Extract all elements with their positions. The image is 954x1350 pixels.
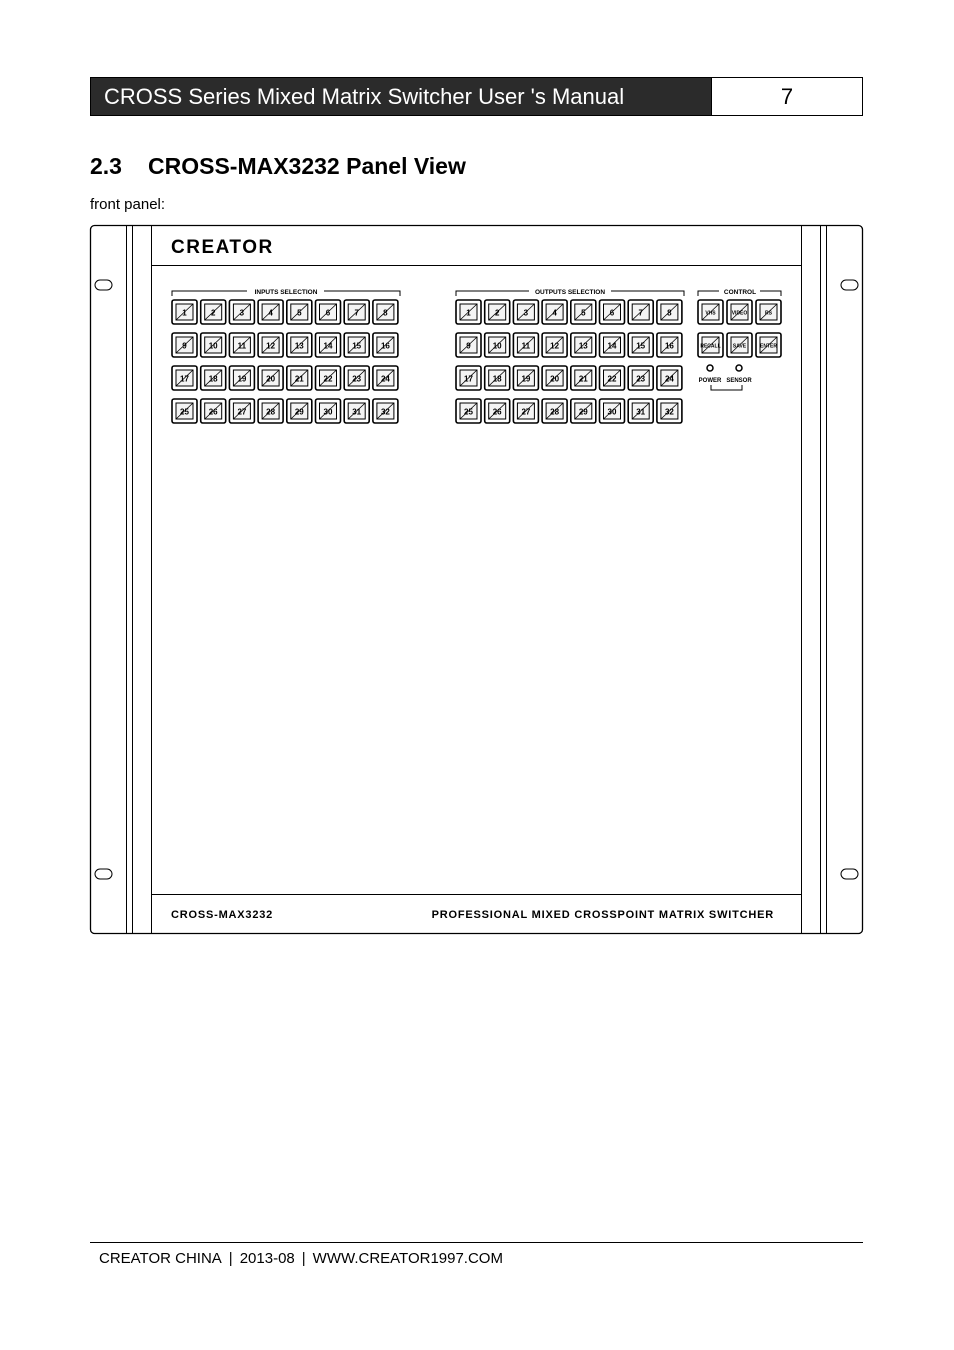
control-button-rs-label: RS: [765, 310, 772, 317]
input-button-8-label: 8: [383, 308, 388, 318]
output-button-13-label: 13: [578, 341, 588, 351]
input-button-24[interactable]: [373, 366, 398, 390]
input-button-21-label: 21: [294, 374, 304, 384]
footer-website: WWW.CREATOR1997.COM: [312, 1250, 503, 1267]
input-button-7[interactable]: [344, 300, 369, 324]
brand-logo-text: CREATOR: [171, 237, 274, 258]
panel-outer-frame: [91, 226, 863, 934]
output-button-12-label: 12: [550, 341, 560, 351]
input-button-32-label: 32: [380, 407, 390, 417]
input-button-16[interactable]: [373, 333, 398, 357]
figure-caption: front panel:: [90, 196, 166, 213]
input-button-29[interactable]: [287, 399, 312, 423]
output-button-32[interactable]: [657, 399, 682, 423]
input-button-23[interactable]: [344, 366, 369, 390]
output-button-9[interactable]: [456, 333, 481, 357]
input-button-5-label: 5: [297, 308, 302, 318]
input-button-5[interactable]: [287, 300, 312, 324]
output-button-15-label: 15: [636, 341, 646, 351]
control-button-save[interactable]: [727, 333, 752, 357]
control-button-enter-label: ENTER: [760, 343, 777, 350]
input-button-21[interactable]: [287, 366, 312, 390]
output-button-25-label: 25: [464, 407, 473, 417]
input-button-10-label: 10: [208, 341, 218, 351]
output-button-21[interactable]: [571, 366, 596, 390]
output-button-23[interactable]: [628, 366, 653, 390]
page-header: [90, 77, 863, 116]
output-button-1[interactable]: [456, 300, 481, 324]
output-button-20[interactable]: [542, 366, 567, 390]
output-button-28-label: 28: [550, 407, 560, 417]
footer-divider: [90, 1242, 863, 1243]
output-button-29-label: 29: [578, 407, 588, 417]
input-button-1-label: 1: [182, 308, 187, 318]
input-button-4[interactable]: [258, 300, 283, 324]
output-button-31-label: 31: [636, 407, 646, 417]
output-button-8[interactable]: [657, 300, 682, 324]
output-button-22[interactable]: [600, 366, 625, 390]
section-number: 2.3: [90, 153, 122, 179]
input-button-23-label: 23: [352, 374, 362, 384]
input-button-25[interactable]: [172, 399, 197, 423]
input-button-22-label: 22: [323, 374, 333, 384]
output-button-28[interactable]: [542, 399, 567, 423]
input-button-1[interactable]: [172, 300, 197, 324]
output-button-31[interactable]: [628, 399, 653, 423]
model-name: CROSS-MAX3232: [171, 909, 274, 921]
output-button-3-label: 3: [523, 308, 529, 318]
sensor-indicator-label: SENSOR: [726, 378, 752, 384]
control-button-recall-label: RECALL: [700, 343, 721, 350]
output-button-12[interactable]: [542, 333, 567, 357]
input-button-22[interactable]: [316, 366, 341, 390]
input-button-15-label: 15: [352, 341, 362, 351]
output-button-30[interactable]: [600, 399, 625, 423]
output-button-16[interactable]: [657, 333, 682, 357]
input-button-4-label: 4: [268, 308, 273, 318]
output-button-7-label: 7: [638, 308, 643, 318]
manual-title: CROSS Series Mixed Matrix Switcher User 's Manual: [91, 78, 711, 115]
input-button-6[interactable]: [316, 300, 341, 324]
output-button-27-label: 27: [521, 407, 531, 417]
input-button-2-label: 2: [210, 308, 216, 318]
control-button-save-label: SAVE: [732, 343, 747, 350]
output-button-4[interactable]: [542, 300, 567, 324]
output-button-5-label: 5: [581, 308, 586, 318]
input-button-3-label: 3: [239, 308, 245, 318]
output-button-10-label: 10: [492, 341, 502, 351]
output-button-9-label: 9: [466, 341, 471, 351]
output-button-5[interactable]: [571, 300, 596, 324]
control-button-rs[interactable]: [756, 300, 781, 324]
input-button-9[interactable]: [172, 333, 197, 357]
control-button-enter[interactable]: [756, 333, 781, 357]
page-footer: [99, 1250, 503, 1267]
power-indicator-label: POWER: [698, 378, 722, 384]
control-button-video-label: VIDEO: [731, 310, 748, 317]
input-button-6-label: 6: [325, 308, 331, 318]
output-button-16-label: 16: [664, 341, 674, 351]
output-button-15[interactable]: [628, 333, 653, 357]
output-button-32-label: 32: [664, 407, 674, 417]
input-button-31[interactable]: [344, 399, 369, 423]
input-button-18[interactable]: [201, 366, 226, 390]
output-button-29[interactable]: [571, 399, 596, 423]
input-button-26-label: 26: [208, 407, 218, 417]
output-button-24[interactable]: [657, 366, 682, 390]
output-button-26-label: 26: [492, 407, 502, 417]
input-button-11[interactable]: [229, 333, 254, 357]
output-button-22-label: 22: [607, 374, 617, 384]
control-label: CONTROL: [723, 289, 757, 296]
output-button-18[interactable]: [485, 366, 510, 390]
input-button-27[interactable]: [229, 399, 254, 423]
output-button-25[interactable]: [456, 399, 481, 423]
input-button-20[interactable]: [258, 366, 283, 390]
output-button-6[interactable]: [600, 300, 625, 324]
input-button-31-label: 31: [352, 407, 362, 417]
output-button-18-label: 18: [492, 374, 502, 384]
input-button-12[interactable]: [258, 333, 283, 357]
footer-date: 2013-08: [239, 1250, 295, 1267]
output-button-7[interactable]: [628, 300, 653, 324]
inputs-selection-label: INPUTS SELECTION: [254, 289, 318, 296]
input-button-29-label: 29: [294, 407, 304, 417]
output-button-10[interactable]: [485, 333, 510, 357]
page-number: 7: [711, 78, 862, 115]
input-button-12-label: 12: [266, 341, 276, 351]
footer-company: CREATOR CHINA: [99, 1250, 222, 1267]
output-button-2[interactable]: [485, 300, 510, 324]
input-button-27-label: 27: [237, 407, 247, 417]
output-button-20-label: 20: [550, 374, 560, 384]
output-button-24-label: 24: [664, 374, 674, 384]
output-button-14-label: 14: [607, 341, 617, 351]
output-button-8-label: 8: [667, 308, 672, 318]
input-button-11-label: 11: [237, 341, 247, 351]
input-button-18-label: 18: [208, 374, 218, 384]
input-button-19[interactable]: [229, 366, 254, 390]
input-button-25-label: 25: [180, 407, 189, 417]
output-button-6-label: 6: [609, 308, 615, 318]
input-button-26[interactable]: [201, 399, 226, 423]
output-button-14[interactable]: [600, 333, 625, 357]
output-button-17[interactable]: [456, 366, 481, 390]
output-button-23-label: 23: [636, 374, 646, 384]
section-heading: [90, 153, 466, 180]
input-button-15[interactable]: [344, 333, 369, 357]
input-button-17-label: 17: [180, 374, 189, 384]
input-button-9-label: 9: [182, 341, 187, 351]
input-button-17[interactable]: [172, 366, 197, 390]
input-button-28-label: 28: [266, 407, 276, 417]
input-button-16-label: 16: [380, 341, 390, 351]
output-button-19[interactable]: [513, 366, 538, 390]
input-button-7-label: 7: [354, 308, 359, 318]
input-button-30-label: 30: [323, 407, 333, 417]
output-button-11-label: 11: [521, 341, 531, 351]
control-button-video[interactable]: [727, 300, 752, 324]
input-button-20-label: 20: [266, 374, 276, 384]
outputs-selection-label: OUTPUTS SELECTION: [534, 289, 606, 296]
input-button-13-label: 13: [294, 341, 304, 351]
product-description: PROFESSIONAL MIXED CROSSPOINT MATRIX SWITCHER: [431, 909, 774, 921]
output-button-4-label: 4: [552, 308, 557, 318]
control-button-recall[interactable]: [698, 333, 723, 357]
input-button-3[interactable]: [229, 300, 254, 324]
control-button-vhs[interactable]: [698, 300, 723, 324]
input-button-30[interactable]: [316, 399, 341, 423]
input-button-14[interactable]: [316, 333, 341, 357]
output-button-11[interactable]: [513, 333, 538, 357]
output-button-3[interactable]: [513, 300, 538, 324]
input-button-32[interactable]: [373, 399, 398, 423]
output-button-26[interactable]: [485, 399, 510, 423]
output-button-17-label: 17: [464, 374, 473, 384]
input-button-8[interactable]: [373, 300, 398, 324]
output-button-2-label: 2: [494, 308, 500, 318]
input-button-14-label: 14: [323, 341, 333, 351]
output-button-21-label: 21: [578, 374, 588, 384]
front-panel-drawing: [89, 224, 865, 937]
section-title: CROSS-MAX3232 Panel View: [148, 153, 466, 179]
footer-separator: |: [301, 1250, 306, 1267]
input-button-13[interactable]: [287, 333, 312, 357]
output-button-1-label: 1: [466, 308, 471, 318]
output-button-13[interactable]: [571, 333, 596, 357]
input-button-2[interactable]: [201, 300, 226, 324]
input-button-24-label: 24: [380, 374, 390, 384]
input-button-19-label: 19: [237, 374, 247, 384]
output-button-27[interactable]: [513, 399, 538, 423]
input-button-28[interactable]: [258, 399, 283, 423]
output-button-19-label: 19: [521, 374, 531, 384]
input-button-10[interactable]: [201, 333, 226, 357]
footer-separator: |: [228, 1250, 233, 1267]
output-button-30-label: 30: [607, 407, 617, 417]
control-button-vhs-label: VHS: [705, 310, 716, 317]
